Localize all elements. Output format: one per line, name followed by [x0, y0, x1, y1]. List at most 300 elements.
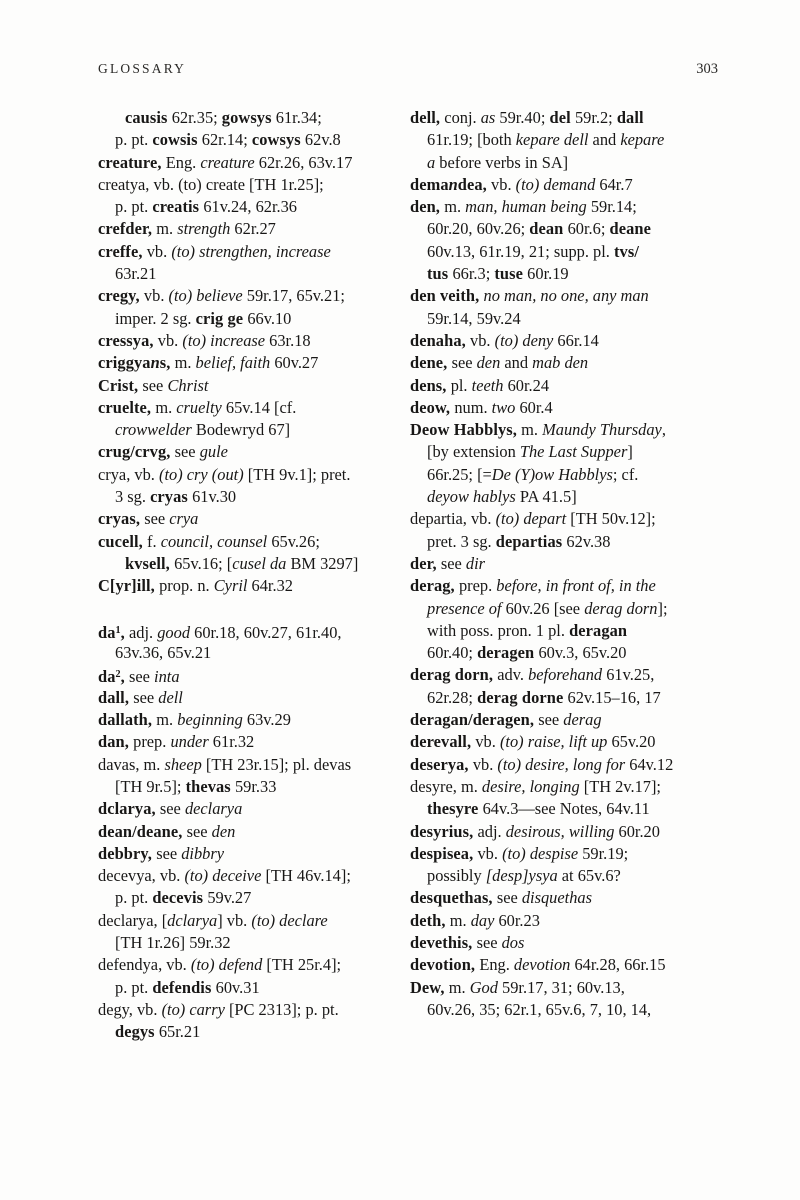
- glossary-line: [410, 129, 718, 151]
- text-run: ,: [120, 667, 129, 687]
- glossary-line: [98, 241, 406, 263]
- text-run: pl.: [450, 375, 472, 395]
- text-run: sheep: [164, 754, 206, 774]
- text-run: 60r.6;: [567, 219, 610, 239]
- glossary-line: [98, 798, 406, 820]
- glossary-line: [98, 285, 406, 307]
- text-run: crya: [169, 509, 199, 529]
- text-run: derevall,: [410, 732, 476, 752]
- text-run: (to) despise: [502, 843, 583, 863]
- text-run: (to) believe: [168, 286, 247, 306]
- glossary-line: [98, 932, 406, 954]
- text-run: (to) demand: [515, 174, 600, 194]
- text-run: 60r.18, 60v.27, 61r.40,: [194, 622, 342, 642]
- text-run: decevis: [152, 888, 208, 908]
- running-header: [98, 61, 718, 78]
- text-run: 63v.29: [246, 710, 291, 730]
- text-run: 61r.19; [both: [427, 130, 516, 150]
- text-run: m.: [174, 353, 196, 373]
- text-run: crowwelder: [115, 420, 196, 440]
- text-run: 62r.14;: [201, 130, 252, 150]
- text-run: cusel da: [232, 553, 291, 573]
- glossary-line: [410, 263, 718, 285]
- glossary-line: [410, 308, 718, 330]
- text-run: den,: [410, 197, 445, 217]
- glossary-line: [410, 352, 718, 374]
- text-run: vb.: [472, 754, 498, 774]
- text-run: derag dorne: [477, 687, 568, 707]
- text-run: crug/crvg,: [98, 442, 175, 462]
- text-run: m.: [155, 397, 177, 417]
- text-run: [TH 9v.1]; pret.: [247, 464, 351, 484]
- glossary-line: [410, 932, 718, 954]
- glossary-line: [98, 263, 406, 285]
- text-run: Dew,: [410, 977, 449, 997]
- text-run: see: [186, 821, 212, 841]
- glossary-line: [410, 642, 718, 664]
- glossary-line: [410, 865, 718, 887]
- text-run: kvsell,: [125, 553, 175, 573]
- text-run: der,: [410, 553, 441, 573]
- text-run: tuse: [494, 264, 528, 284]
- text-run: cregy,: [98, 286, 144, 306]
- text-run: degy, vb.: [98, 999, 162, 1019]
- text-run: see: [156, 843, 182, 863]
- text-run: debbry,: [98, 843, 157, 863]
- glossary-line: [98, 508, 406, 530]
- text-run: conj.: [444, 108, 481, 127]
- text-run: (to) desire, long for: [497, 754, 630, 774]
- text-run: m.: [521, 420, 543, 440]
- text-run: pret. 3 sg.: [427, 531, 496, 551]
- text-run: adj.: [477, 821, 506, 841]
- text-run: possibly: [427, 866, 486, 886]
- glossary-line: [98, 910, 406, 932]
- text-run: cruelty: [176, 397, 226, 417]
- text-run: [TH 2v.17];: [583, 776, 661, 796]
- glossary-line: [98, 709, 406, 731]
- text-run: deragan: [569, 620, 628, 640]
- text-run: creatya, vb. (to) create [TH 1r.25];: [98, 174, 324, 194]
- glossary-line: [410, 174, 718, 196]
- glossary-line: [410, 107, 718, 129]
- text-run: 59r.19;: [582, 843, 629, 863]
- glossary-line: [410, 798, 718, 820]
- text-run: with poss. pron. 1 pl.: [427, 620, 570, 640]
- text-run: dibbry: [181, 843, 225, 863]
- text-run: causis: [125, 108, 172, 127]
- text-run: dens,: [410, 375, 451, 395]
- glossary-line: [410, 575, 718, 597]
- text-run: dos: [501, 932, 525, 952]
- glossary-line: [98, 821, 406, 843]
- glossary-line: [410, 821, 718, 843]
- text-run: see: [129, 667, 155, 687]
- text-run: cryas,: [98, 509, 145, 529]
- text-run: 64r.32: [251, 576, 293, 596]
- text-run: De (Y)ow Habblys: [491, 464, 613, 484]
- text-run: 59r.33: [234, 776, 277, 796]
- text-run: desirous, willing: [505, 821, 619, 841]
- text-run: 59r.14, 59v.24: [427, 308, 521, 328]
- glossary-line: [410, 486, 718, 508]
- text-run: despisea,: [410, 843, 478, 863]
- text-run: (to) deceive: [184, 866, 266, 886]
- text-run: n: [448, 174, 458, 194]
- text-run: 62v.15–16, 17: [567, 687, 661, 707]
- text-run: 61v.24, 62r.36: [203, 197, 297, 217]
- glossary-line: [98, 1021, 406, 1043]
- text-run: [TH 25r.4];: [266, 955, 342, 975]
- glossary-line: [410, 776, 718, 798]
- text-run: 62v.8: [304, 130, 341, 150]
- text-run: see: [159, 799, 185, 819]
- text-run: crefder,: [98, 219, 157, 239]
- text-run: 62r.27: [234, 219, 276, 239]
- glossary-line: [410, 910, 718, 932]
- text-run: cryas: [150, 487, 193, 507]
- text-run: (to) raise, lift up: [499, 732, 612, 752]
- text-run: (to) increase: [182, 330, 270, 350]
- text-run: strength: [177, 219, 235, 239]
- glossary-line: [410, 397, 718, 419]
- text-run: (to) deny: [494, 330, 558, 350]
- glossary-line: [98, 486, 406, 508]
- text-run: God: [469, 977, 503, 997]
- text-run: inta: [154, 667, 180, 687]
- text-run: 63r.18: [269, 330, 311, 350]
- text-run: see: [476, 932, 502, 952]
- text-run: [TH 9r.5];: [115, 776, 186, 796]
- text-run: under: [170, 732, 213, 752]
- text-run: 59r.14;: [590, 197, 637, 217]
- text-run: 60r.4: [519, 397, 553, 417]
- text-run: dclarya: [167, 910, 218, 930]
- text-run: dall,: [98, 687, 134, 707]
- glossary-line: [410, 709, 718, 731]
- text-run: p. pt.: [115, 130, 153, 150]
- text-run: BM 3297]: [290, 553, 359, 573]
- text-run: 59v.27: [207, 888, 252, 908]
- text-run: [TH 1r.26] 59r.32: [115, 932, 231, 952]
- text-run: disquethas: [521, 888, 592, 908]
- text-run: PA 41.5]: [519, 487, 577, 507]
- text-run: 60r.20, 60v.26;: [427, 219, 530, 239]
- text-run: creature,: [98, 152, 166, 172]
- glossary-line: [98, 999, 406, 1021]
- text-run: deserya,: [410, 754, 473, 774]
- text-run: prop. n.: [159, 576, 214, 596]
- text-run: (to) strengthen, increase: [171, 241, 331, 261]
- glossary-line: [410, 553, 718, 575]
- text-run: deane: [609, 219, 651, 239]
- text-run: p. pt.: [115, 888, 153, 908]
- glossary-line: [410, 196, 718, 218]
- text-run: desyre, m.: [410, 776, 482, 796]
- glossary-line: [98, 397, 406, 419]
- text-run: Crist,: [98, 375, 143, 395]
- text-run: day: [470, 910, 499, 930]
- text-run: 64v.3—see Notes, 64v.11: [482, 799, 650, 819]
- text-run: creatis: [152, 197, 204, 217]
- text-run: good: [157, 622, 195, 642]
- text-run: as: [480, 108, 500, 127]
- text-run: The Last Supper: [519, 442, 628, 462]
- text-run: den: [476, 353, 505, 373]
- glossary-line: [98, 754, 406, 776]
- text-run: deragen: [477, 643, 539, 663]
- text-run: deth,: [410, 910, 450, 930]
- text-run: adv.: [497, 665, 529, 685]
- text-run: (to) declare: [251, 910, 328, 930]
- glossary-line: [410, 419, 718, 441]
- text-run: 60r.20: [618, 821, 660, 841]
- text-run: n: [150, 353, 160, 373]
- text-run: kepare dell: [515, 130, 593, 150]
- text-run: m.: [156, 219, 178, 239]
- text-run: ] vb.: [217, 910, 252, 930]
- glossary-line: [410, 330, 718, 352]
- text-run: m.: [444, 197, 466, 217]
- text-run: see: [133, 687, 159, 707]
- glossary-line: [410, 887, 718, 909]
- glossary-line: [98, 308, 406, 330]
- text-run: dell: [158, 687, 183, 707]
- text-run: 62r.35;: [171, 108, 222, 127]
- glossary-line: [98, 441, 406, 463]
- text-run: 66r.14: [557, 330, 599, 350]
- text-run: 61v.30: [192, 487, 237, 507]
- text-run: crig ge: [195, 308, 248, 328]
- glossary-line: [410, 664, 718, 686]
- text-run: deow,: [410, 397, 455, 417]
- glossary-line: [410, 999, 718, 1021]
- text-run: den veith,: [410, 286, 484, 306]
- text-run: ; cf.: [612, 464, 639, 484]
- text-run: council, counsel: [160, 531, 272, 551]
- text-run: 60v.27: [274, 353, 319, 373]
- text-run: vb.: [470, 330, 495, 350]
- glossary-line: [98, 865, 406, 887]
- text-run: gule: [199, 442, 228, 462]
- text-run: 1: [115, 624, 121, 636]
- text-run: cressya,: [98, 330, 158, 350]
- text-run: [PC 2313]; p. pt.: [228, 999, 339, 1019]
- glossary-line: [98, 531, 406, 553]
- text-run: den: [211, 821, 236, 841]
- text-run: dir: [465, 553, 486, 573]
- text-run: p. pt.: [115, 977, 153, 997]
- text-run: vb.: [475, 732, 500, 752]
- text-run: presence of: [427, 598, 506, 618]
- text-run: ,: [661, 420, 666, 440]
- text-run: 59r.2;: [574, 108, 617, 127]
- text-run: vb.: [491, 174, 516, 194]
- text-run: vb.: [157, 330, 183, 350]
- text-run: 60v.13, 61r.19, 21; supp. pl.: [427, 241, 614, 261]
- page-number: 303: [696, 61, 718, 77]
- text-run: (to) defend: [190, 955, 267, 975]
- text-run: 65v.16; [: [174, 553, 233, 573]
- text-run: deyow hablys: [427, 487, 520, 507]
- blank-line: [98, 598, 406, 620]
- text-run: dall: [616, 108, 644, 127]
- glossary-line: [98, 977, 406, 999]
- text-run: devotion: [513, 955, 575, 975]
- text-run: deragan/deragen,: [410, 710, 539, 730]
- text-run: kepare: [620, 130, 665, 150]
- text-run: devotion,: [410, 955, 480, 975]
- glossary-line: [410, 620, 718, 642]
- text-run: see: [496, 888, 522, 908]
- glossary-line: [410, 152, 718, 174]
- text-run: beforehand: [528, 665, 607, 685]
- text-run: and: [504, 353, 533, 373]
- text-run: departia, vb.: [410, 509, 496, 529]
- text-run: 63v.36, 65v.21: [115, 643, 212, 663]
- glossary-line: [410, 954, 718, 976]
- text-run: mab den: [532, 353, 589, 373]
- glossary-line: [98, 553, 406, 575]
- glossary-line: [98, 174, 406, 196]
- text-run: ,: [120, 622, 129, 642]
- text-run: teeth: [471, 375, 508, 395]
- text-run: desquethas,: [410, 888, 497, 908]
- glossary-line: [410, 977, 718, 999]
- text-run: 60v.31: [215, 977, 260, 997]
- text-run: tus: [427, 264, 453, 284]
- text-run: vb.: [477, 843, 503, 863]
- text-run: 66v.10: [247, 308, 292, 328]
- text-run: belief, faith: [195, 353, 275, 373]
- text-run: before verbs in SA]: [439, 152, 569, 172]
- text-run: 61r.32: [212, 732, 255, 752]
- text-run: vb.: [146, 241, 172, 261]
- text-run: no man, no one, any man: [483, 286, 649, 306]
- text-run: 60r.23: [498, 910, 540, 930]
- text-run: 64r.7: [599, 174, 633, 194]
- text-run: degys: [115, 1022, 159, 1042]
- glossary-column-left: [98, 107, 406, 1043]
- text-run: m.: [448, 977, 470, 997]
- text-run: crya, vb.: [98, 464, 159, 484]
- text-run: a: [427, 152, 440, 172]
- glossary-line: [98, 352, 406, 374]
- glossary-line: [98, 196, 406, 218]
- glossary-line: [410, 843, 718, 865]
- text-run: dan,: [98, 732, 134, 752]
- glossary-line: [98, 330, 406, 352]
- text-run: 60r.24: [507, 375, 550, 395]
- glossary-line: [98, 776, 406, 798]
- text-run: tvs/: [613, 241, 639, 261]
- section-title: GLOSSARY: [98, 61, 187, 76]
- glossary-line: [98, 642, 406, 664]
- text-run: [by extension: [427, 442, 520, 462]
- text-run: at 65v.6?: [561, 866, 621, 886]
- glossary-line: [410, 441, 718, 463]
- glossary-line: [410, 508, 718, 530]
- text-run: Christ: [167, 375, 209, 395]
- text-run: thesyre: [427, 799, 483, 819]
- text-run: (to) depart: [495, 509, 571, 529]
- text-run: gowsys: [221, 108, 276, 127]
- text-run: derag: [563, 710, 602, 730]
- text-run: Cyril: [213, 576, 252, 596]
- text-run: dallath,: [98, 710, 157, 730]
- text-run: 64v.12: [629, 754, 674, 774]
- glossary-line: [410, 598, 718, 620]
- glossary-line: [410, 754, 718, 776]
- text-run: cowsys: [251, 130, 305, 150]
- text-run: dell,: [410, 108, 445, 127]
- text-run: prep.: [458, 576, 497, 596]
- text-run: 60v.26 [see: [505, 598, 585, 618]
- text-run: 59r.17, 31; 60v.13,: [502, 977, 625, 997]
- text-run: ]: [627, 442, 633, 462]
- text-run: see: [451, 353, 477, 373]
- text-run: dea,: [457, 174, 492, 194]
- text-run: man, human being: [465, 197, 591, 217]
- glossary-line: [410, 285, 718, 307]
- text-run: del: [549, 108, 575, 127]
- glossary-line: [98, 620, 406, 642]
- glossary-line: [410, 731, 718, 753]
- text-run: departias: [495, 531, 567, 551]
- text-run: cowsis: [152, 130, 202, 150]
- text-run: 62r.28;: [427, 687, 478, 707]
- glossary-line: [410, 241, 718, 263]
- text-run: 65v.26;: [271, 531, 320, 551]
- text-run: and: [592, 130, 621, 150]
- glossary-line: [98, 375, 406, 397]
- glossary-line: [98, 664, 406, 686]
- glossary-line: [98, 843, 406, 865]
- text-run: Maundy Thursday: [542, 420, 662, 440]
- text-run: Eng.: [165, 152, 201, 172]
- glossary-line: [98, 218, 406, 240]
- text-run: dean: [529, 219, 568, 239]
- text-run: 63r.21: [115, 264, 157, 284]
- text-run: p. pt.: [115, 197, 153, 217]
- text-run: dene,: [410, 353, 452, 373]
- text-run: declarya, [: [98, 910, 168, 930]
- glossary-line: [98, 152, 406, 174]
- text-run: 64r.28, 66r.15: [574, 955, 666, 975]
- text-run: see: [144, 509, 170, 529]
- text-run: s,: [159, 353, 175, 373]
- text-run: 66r.3;: [452, 264, 495, 284]
- text-run: two: [491, 397, 520, 417]
- glossary-line: [98, 129, 406, 151]
- text-run: desyrius,: [410, 821, 478, 841]
- text-run: see: [174, 442, 200, 462]
- glossary-line: [410, 218, 718, 240]
- glossary-line: [98, 575, 406, 597]
- text-run: 2: [115, 669, 121, 681]
- text-run: vb.: [143, 286, 169, 306]
- text-run: see: [440, 553, 466, 573]
- text-run: 59r.17, 65v.21;: [246, 286, 345, 306]
- text-run: adj.: [129, 622, 158, 642]
- text-run: see: [142, 375, 168, 395]
- text-run: cucell,: [98, 531, 148, 551]
- text-run: Deow Habblys,: [410, 420, 522, 440]
- text-run: [TH 50v.12];: [570, 509, 656, 529]
- text-run: ];: [657, 598, 668, 618]
- text-run: 60v.26, 35; 62r.1, 65v.6, 7, 10, 14,: [427, 999, 652, 1019]
- text-run: derag dorn: [584, 598, 658, 618]
